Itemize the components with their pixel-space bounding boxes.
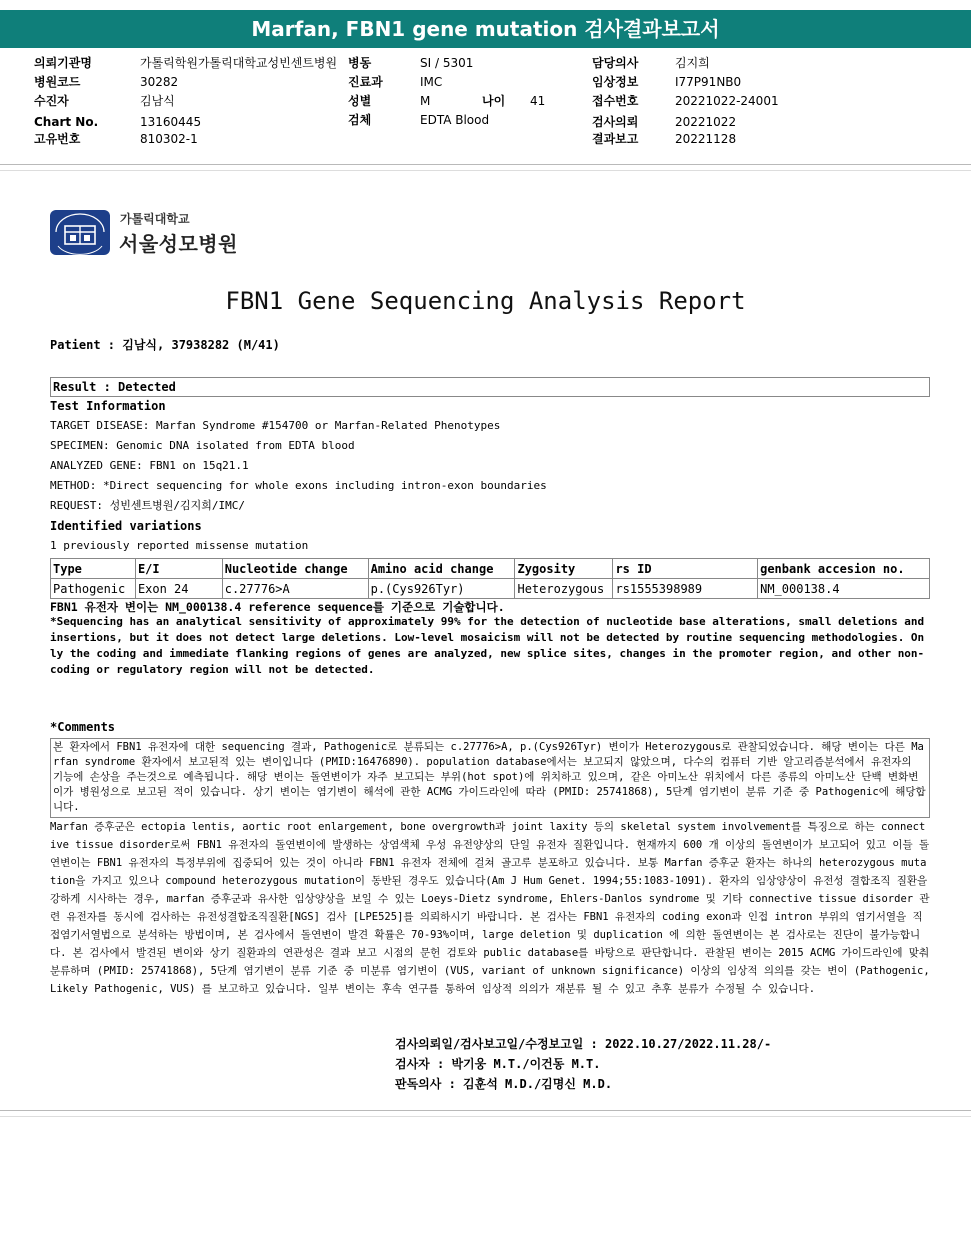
table-cell: c.27776>A	[222, 579, 368, 599]
header-separator-light	[0, 170, 971, 171]
field-label-report-date: 결과보고	[592, 132, 639, 146]
column-header: Zygosity	[515, 559, 613, 579]
result-text: Result : Detected	[53, 380, 176, 394]
field-value-receipt-no: 20221022-24001	[675, 94, 779, 108]
field-label-hospital-code: 병원코드	[34, 75, 81, 89]
result-box	[50, 377, 930, 397]
field-value-clinical-info: I77P91NB0	[675, 75, 742, 89]
signature-dates: 검사의뢰일/검사보고일/수정보고일 : 2022.10.27/2022.11.28/-	[395, 1037, 772, 1051]
field-value-institution: 가톨릭학원가톨릭대학교성빈센트병원	[140, 56, 338, 70]
field-value-sex: M	[420, 94, 431, 108]
identified-heading: Identified variations	[50, 519, 202, 533]
field-value-physician: 김지희	[675, 56, 710, 70]
hospital-logo-name: 서울성모병원	[119, 232, 238, 256]
field-value-request-date: 20221022	[675, 115, 737, 129]
field-value-unique-no: 810302-1	[140, 132, 198, 146]
column-header: rs ID	[613, 559, 758, 579]
footer-separator	[0, 1110, 971, 1111]
request-line: REQUEST: 성빈센트병원/김지희/IMC/	[50, 499, 245, 512]
analyzed-gene: ANALYZED GENE: FBN1 on 15q21.1	[50, 459, 249, 472]
field-label-ward: 병동	[348, 56, 372, 70]
field-label-age: 나이	[482, 94, 506, 108]
table-cell: p.(Cys926Tyr)	[368, 579, 515, 599]
target-disease: TARGET DISEASE: Marfan Syndrome #154700 or Marfan-Related Phenotypes	[50, 419, 501, 432]
header-separator	[0, 164, 971, 165]
field-label-specimen: 검체	[348, 113, 372, 127]
field-value-patient: 김남식	[140, 94, 175, 108]
variants-table	[50, 558, 930, 599]
comments-summary: 본 환자에서 FBN1 유전자에 대한 sequencing 결과, Pathogenic로 분류되는 c.27776>A, p.(Cys926Tyr) 변이가 Heterozygous로 관찰되었습니다. 해당 변이는 다른 Marfan syndrome 환자에서 보고된적 있는 변이입니다 (PMID:16476890). population database에서는 보고되지 않았으며, 다수의 컴퓨터 기반 알고리즘분석에서 유전자의 기능에 손상을 주는것으로 예측됩니다. 해당 변이는 돌연변이가 자주 보고되는 부위(hot spot)에 위치하고 있으며, 같은 아미노산 위치에서 다른 종류의 아미노산 단백 변화변이가 병원성으로 보고된 적이 있습니다. 상기 변이는 염기변이 해석에 관한 ACMG 가이드라인에 따라 (PMID: 25741868), 5단계 염기변이 분류 기준 중 Pathogenic에 해당합니다.	[53, 741, 926, 813]
field-label-receipt-no: 접수번호	[592, 94, 639, 108]
field-label-physician: 담당의사	[592, 56, 639, 70]
field-value-ward: SI / 5301	[420, 56, 474, 70]
field-value-hospital-code: 30282	[140, 75, 179, 89]
field-label-chart-no: Chart No.	[34, 115, 99, 129]
table-cell: NM_000138.4	[758, 579, 930, 599]
table-cell: Exon 24	[135, 579, 222, 599]
table-cell: rs1555398989	[613, 579, 758, 599]
signature-doctors: 판독의사 : 김훈석 M.D./김명신 M.D.	[395, 1077, 613, 1091]
sensitivity-note: *Sequencing has an analytical sensitivity of approximately 99% for the detection of nucleotide base alterations, small deletions and insertions, but it does not detect large deletions. Low-level mosaicism will not be detected by routine sequencing methodologies. Only the coding and immediate flanking regions of genes are analyzed, new splice sites, changes in the promoter region, and other non-coding or regulatory region will not be detected.	[50, 615, 925, 676]
footer-separator-light	[0, 1116, 971, 1117]
field-label-department: 진료과	[348, 75, 383, 89]
column-header: genbank accesion no.	[758, 559, 930, 579]
field-value-chart-no: 13160445	[140, 115, 202, 129]
reference-note: FBN1 유전자 변이는 NM_000138.4 reference sequence를 기준으로 기술합니다.	[50, 600, 505, 614]
comments-description: Marfan 증후군은 ectopia lentis, aortic root enlargement, bone overgrowth과 joint laxity 등의 skeletal system involvement를 특징으로 하는 connective tissue disorder로써 FBN1 유전자의 돌연변이에 발생하는 상염색체 우성 유전양상의 단일 유전자 질환입니다. 현재까지 600 개 이상의 돌연변이가 보고되어 있고 이들 돌연변이는 FBN1 유전자의 특정부위에 집중되어 있는 것이 아니라 FBN1 유전자 전체에 걸쳐 골고루 분포하고 있습니다. 보통 Marfan 증후군 환자는 하나의 heterozygous mutation을 가지고 있으나 compound heterozygous mutation이 동반된 경우도 있습니다(Am J Hum Genet. 1994;55:1083-1091). 환자의 임상양상이 유전성 결합조직 질환을 강하게 시사하는 경우, marfan 증후군과 유사한 임상양상을 보일 수 있는 Loeys-Dietz syndrome, Ehlers-Danlos syndrome 및 기타 connective tissue disorder 관련 유전자를 동시에 검사하는 유전성결합조직질환[NGS] 검사 [LPE525]를 의뢰하시기 바랍니다. 본 검사는 FBN1 유전자의 coding exon과 인접 intron 부위의 염기서열을 직접염기서열법으로 분석하는 방법이며, 본 검사에서 돌연변이 발견 확률은 70-93%이며, large deletion 및 duplication 에 의한 돌연변이는 본 검사로는 진단이 불가능합니다. 본 검사에서 발견된 변이와 상기 질환과의 연관성은 결과 보고 시점의 문헌 검토와 public database를 바탕으로 판단합니다. 관찰된 변이는 2015 ACMG 가이드라인에 맞춰 분류하며 (PMID: 25741868), 5단계 염기변이 분류 기준 중 미분류 염기변이 (VUS, variant of unknown significance) 이상의 임상적 의의를 갖는 변이 (Pathogenic, Likely Pathogenic, VUS) 를 보고하고 있습니다. 일부 변이는 후속 연구를 통하여 임상적 의의가 재분류 될 수 있고 추후 분류가 수정될 수 있습니다.	[50, 821, 930, 995]
table-header-row	[51, 559, 930, 579]
signature-testers: 검사자 : 박기웅 M.T./이건동 M.T.	[395, 1057, 601, 1071]
field-label-clinical-info: 임상정보	[592, 75, 639, 89]
field-value-age: 41	[530, 94, 546, 108]
column-header: Type	[51, 559, 136, 579]
hospital-logo-university: 가톨릭대학교	[120, 212, 190, 226]
column-header: E/I	[135, 559, 222, 579]
field-value-report-date: 20221128	[675, 132, 737, 146]
field-label-request-date: 검사의뢰	[592, 115, 639, 129]
table-cell: Heterozygous	[515, 579, 613, 599]
report-title: FBN1 Gene Sequencing Analysis Report	[225, 287, 746, 315]
field-value-specimen: EDTA Blood	[420, 113, 490, 127]
test-info-heading: Test Information	[50, 399, 166, 413]
column-header: Amino acid change	[368, 559, 515, 579]
comments-heading: *Comments	[50, 720, 116, 734]
method-line: METHOD: *Direct sequencing for whole exons including intron-exon boundaries	[50, 479, 547, 492]
patient-line: Patient : 김남식, 37938282 (M/41)	[50, 338, 280, 352]
field-value-department: IMC	[420, 75, 443, 89]
field-label-sex: 성별	[348, 94, 372, 108]
report-title-bar: Marfan, FBN1 gene mutation 검사결과보고서	[0, 10, 971, 48]
field-label-patient: 수진자	[34, 94, 69, 108]
identified-summary: 1 previously reported missense mutation	[50, 539, 309, 552]
comments-box	[50, 738, 930, 818]
table-cell: Pathogenic	[51, 579, 136, 599]
specimen-line: SPECIMEN: Genomic DNA isolated from EDTA blood	[50, 439, 355, 452]
field-label-institution: 의뢰기관명	[34, 56, 92, 70]
table-row	[51, 579, 930, 599]
column-header: Nucleotide change	[222, 559, 368, 579]
hospital-seal-logo	[50, 210, 110, 255]
field-label-unique-no: 고유번호	[34, 132, 81, 146]
